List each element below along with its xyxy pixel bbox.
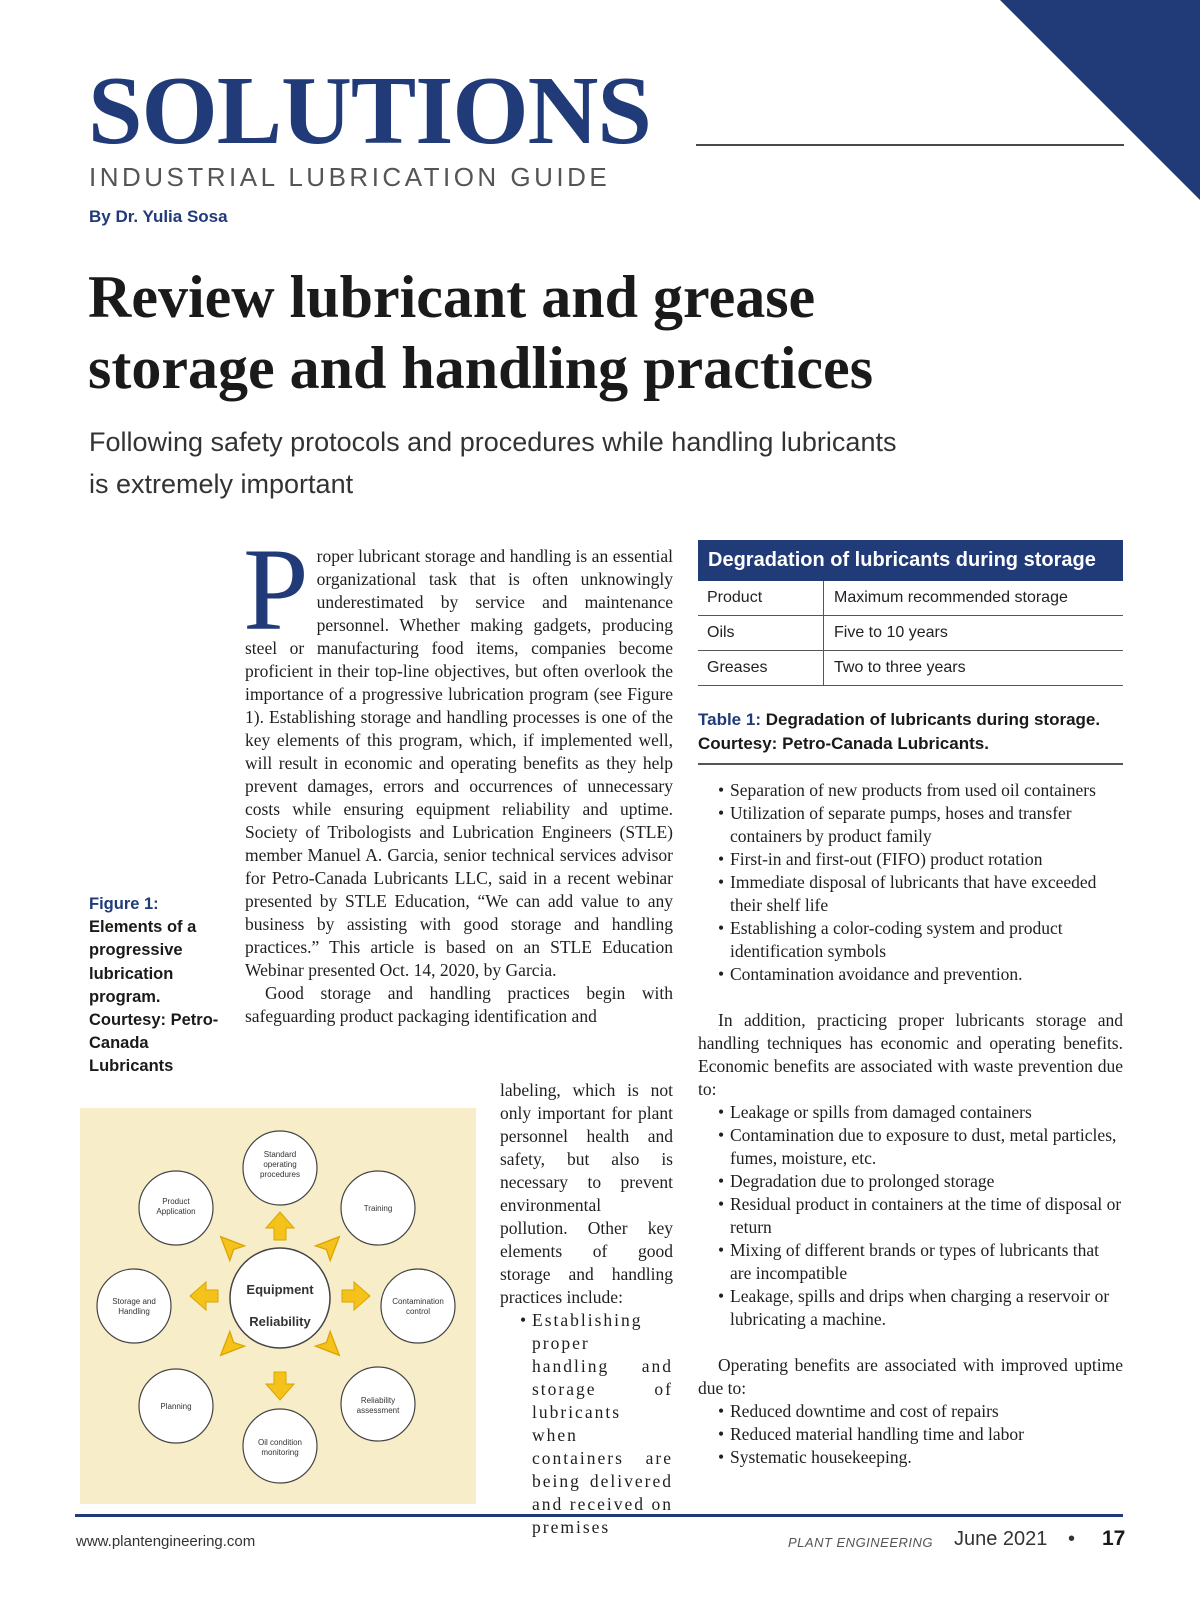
list-item: • Systematic housekeeping. — [730, 1446, 1123, 1469]
footer-publication-name: PLANT ENGINEERING — [788, 1535, 934, 1550]
footer-page-number: 17 — [1102, 1527, 1126, 1550]
arrow-left-icon — [190, 1282, 218, 1310]
figure-caption-label: Figure 1: — [89, 895, 159, 913]
diagram-canvas — [80, 1108, 476, 1504]
node-label: Standard — [263, 1150, 297, 1159]
footer-separator: • — [1068, 1528, 1076, 1550]
svg-text:Handling: Handling — [118, 1307, 150, 1316]
node-label: Reliability — [360, 1396, 396, 1405]
list-item: • Immediate disposal of lubricants that have exceeded their shelf life — [730, 871, 1123, 917]
list-item: • Contamination due to exposure to dust, metal particles, fumes, moisture, etc. — [730, 1124, 1123, 1170]
svg-text:control: control — [405, 1307, 431, 1316]
list-item: • Establishing proper handling and storage of lubricants when containers are being delivered and received on premises — [532, 1309, 673, 1539]
article-headline — [88, 262, 1148, 404]
list-item: • First-in and first-out (FIFO) product rotation — [730, 848, 1123, 871]
body-column-right — [698, 779, 1123, 1469]
center-node-label-1: Equipment — [246, 1282, 314, 1297]
list-item: • Mixing of different brands or types of lubricants that are incompatible — [730, 1239, 1123, 1285]
deck-line-2: is extremely important — [89, 469, 354, 499]
bullet-list-economic-benefits — [698, 1101, 1123, 1331]
list-item: • Degradation due to prolonged storage — [730, 1170, 1123, 1193]
table-column-header: Maximum recommended storage — [834, 589, 1068, 606]
body-paragraph-1: roper lubricant storage and handling is an essential organizational task that is often unknowingly underestimated by service and maintenance personnel. Whether making gadgets, producing steel or manufacturing food items, companies become proficient in their top-line objectives, but often overlook the importance of a progressive lubrication program (see Figure 1). Establishing storage and handling processes is one of the key elements of this program, which, if implemented well, will result in economic and operating benefits as they help prevent damages, errors and occurrences of unnecessary costs while ensuring equipment reliability and uptime. Society of Tribologists and Lubrication Engineers (STLE) member Manuel A. Garcia, senior technical services advisor for Petro-Canada Lubricants LLC, said in a recent webinar presented by STLE Education, “We can add value to any business by assisting with good storage and handling practices.” This article is based on an STLE Education Webinar presented Oct. 14, 2020, by Garcia. — [245, 546, 673, 980]
svg-text:monitoring: monitoring — [261, 1448, 299, 1457]
arrow-up-right-icon — [315, 1229, 346, 1260]
figure-caption — [89, 893, 229, 1079]
table-row — [698, 651, 1123, 686]
table-cell: Greases — [698, 651, 824, 685]
arrow-up-icon — [266, 1212, 294, 1240]
bullet-list-elements — [698, 779, 1123, 986]
degradation-table — [698, 540, 1123, 686]
table-caption — [698, 708, 1123, 756]
byline: By Dr. Yulia Sosa — [89, 207, 228, 226]
list-item: • Leakage or spills from damaged containers — [730, 1101, 1123, 1124]
article-deck — [89, 421, 949, 505]
arrow-down-right-icon — [315, 1331, 346, 1362]
figure-lubrication-program-diagram — [80, 1108, 476, 1504]
corner-triangle-decoration — [1000, 0, 1200, 200]
body-column-narrow — [500, 1079, 673, 1539]
node-label: Planning — [160, 1402, 192, 1411]
arrow-down-icon — [266, 1372, 294, 1400]
list-item: • Separation of new products from used oil containers — [730, 779, 1123, 802]
bullet-list-middle — [500, 1309, 673, 1539]
bullet-list-operating-benefits — [698, 1400, 1123, 1469]
center-node-label-2: Reliability — [249, 1314, 311, 1329]
drop-cap: P — [243, 524, 309, 655]
body-paragraph-2-continued: labeling, which is not only important for plant personnel health and safety, but also is necessary to prevent environmental pollution. Other key elements of good storage and handling practices include: — [500, 1080, 673, 1307]
headline-line-2: storage and handling practices — [88, 335, 874, 401]
node-circle — [381, 1269, 455, 1343]
table-column-header: Product — [698, 581, 824, 615]
table-cell: Five to 10 years — [834, 624, 948, 641]
deck-line-1: Following safety protocols and procedures while handling lubricants — [89, 427, 897, 457]
figure-caption-text: Elements of a progressive lubrication program. Courtesy: Petro-Canada Lubricants — [89, 918, 219, 1076]
list-item: • Utilization of separate pumps, hoses and transfer containers by product family — [730, 802, 1123, 848]
footer-rule — [75, 1514, 1123, 1517]
table-caption-text: Degradation of lubricants during storage. Courtesy: Petro-Canada Lubricants. — [698, 710, 1101, 753]
svg-text:assessment: assessment — [356, 1406, 400, 1415]
table-header-row — [698, 581, 1123, 616]
section-title-rule — [696, 144, 1124, 146]
svg-text:operating: operating — [263, 1160, 297, 1169]
node-label: Contamination — [392, 1297, 444, 1306]
node-label: Product — [162, 1197, 190, 1206]
node-label: Training — [363, 1204, 393, 1213]
arrow-down-left-icon — [213, 1331, 244, 1362]
svg-text:procedures: procedures — [259, 1170, 301, 1179]
list-item: • Contamination avoidance and prevention. — [730, 963, 1123, 986]
arrow-up-left-icon — [213, 1229, 244, 1260]
table-row — [698, 616, 1123, 651]
table-caption-rule — [698, 763, 1123, 765]
section-title: SOLUTIONS — [88, 57, 651, 165]
table-caption-label: Table 1: — [698, 710, 761, 729]
body-paragraph-3: In addition, practicing proper lubricants storage and handling techniques has economic and operating benefits. Economic benefits are associated with waste prevention due to: — [698, 1010, 1123, 1099]
svg-text:Application: Application — [156, 1207, 196, 1216]
node-label: Storage and — [112, 1297, 156, 1306]
table-cell: Oils — [698, 616, 824, 650]
section-subtitle: INDUSTRIAL LUBRICATION GUIDE — [89, 162, 611, 192]
list-item: • Reduced downtime and cost of repairs — [730, 1400, 1123, 1423]
node-circle — [97, 1269, 171, 1343]
list-item: • Residual product in containers at the time of disposal or return — [730, 1193, 1123, 1239]
list-item: • Establishing a color-coding system and product identification symbols — [730, 917, 1123, 963]
body-paragraph-2-start: Good storage and handling practices begin with safeguarding product packaging identification and — [245, 983, 673, 1026]
headline-line-1: Review lubricant and grease — [88, 264, 816, 330]
footer-issue-date: June 2021 — [954, 1528, 1048, 1550]
footer-website-link[interactable]: www.plantengineering.com — [76, 1533, 256, 1550]
list-item: • Reduced material handling time and labor — [730, 1423, 1123, 1446]
table-title: Degradation of lubricants during storage — [698, 540, 1123, 581]
body-paragraph-4: Operating benefits are associated with improved uptime due to: — [698, 1355, 1123, 1398]
arrow-right-icon — [342, 1282, 370, 1310]
table-cell: Two to three years — [834, 659, 966, 676]
body-column-middle — [243, 524, 673, 1028]
node-label: Oil condition — [257, 1438, 303, 1447]
list-item: • Leakage, spills and drips when charging a reservoir or lubricating a machine. — [730, 1285, 1123, 1331]
center-node-circle — [230, 1248, 330, 1348]
